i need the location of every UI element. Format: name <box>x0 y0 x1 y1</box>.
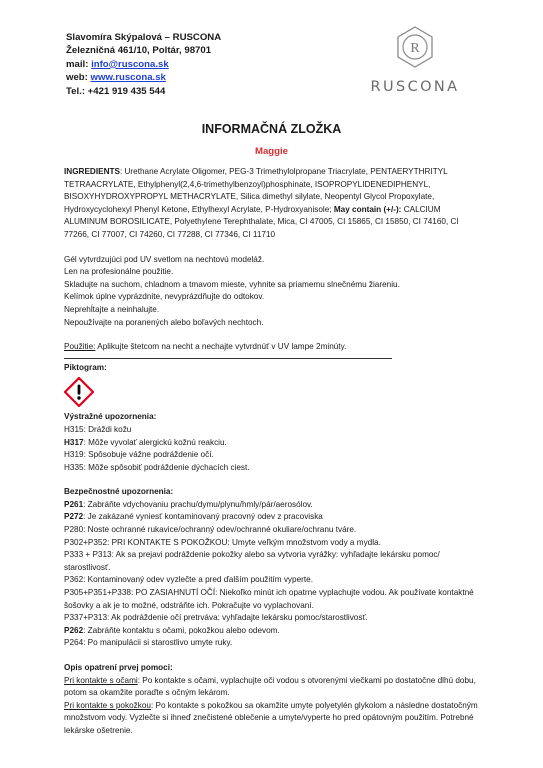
statement-text: : Môže vyvolať alergickú kožnú reakciu. <box>83 437 227 447</box>
precaution-statement <box>64 511 484 524</box>
first-aid-skin <box>64 700 484 738</box>
statement-code: H319 <box>64 450 84 460</box>
company-address: Železničná 461/10, Poltár, 98701 <box>66 45 212 57</box>
company-name: Slavomíra Skýpalová – RUSCONA <box>66 32 222 43</box>
statement-code: P262 <box>64 625 84 635</box>
usage-text: Aplikujte štetcom na necht a nechajte vytvrdnúť v UV lampe 2minúty. <box>95 342 347 352</box>
statement-code: P305+P351+P338 <box>64 588 131 598</box>
description-line: Nepoužívajte na poranených alebo boľavých nechtoch. <box>64 317 264 327</box>
statement-code: P280 <box>64 525 84 535</box>
logo-monogram: R <box>410 41 420 56</box>
statement-code: P362 <box>64 575 84 585</box>
statement-text: : Je zakázané vyniesť kontaminovaný pracovný odev z pracoviska <box>83 512 323 522</box>
statement-text: : Kontaminovaný odev vyzlečte a pred ďalším použitím vyperte. <box>83 575 313 585</box>
statement-text: : PO ZASIAHNUTÍ OČÍ: Niekoľko minút ich opatrne vyplachujte vodou. Ak používate kontaktné šošovky a ak je to možné, odstráňte ich. Pokračujte vo vyplachovaní. <box>64 588 474 610</box>
statement-code: H317 <box>64 437 84 447</box>
first-aid-eyes-text: : Po kontakte s očami, vyplachujte oči vodou s otvorenými viečkami po dostatočne dlhú dobu, potom sa okamžite poraďte s očným lekárom. <box>64 675 476 698</box>
precaution-statement <box>64 587 484 612</box>
description-line: Len na profesionálne použitie. <box>64 267 174 277</box>
precaution-statement <box>64 637 484 650</box>
divider <box>64 358 392 359</box>
statement-text: : Spôsobuje vážne podráždenie očí. <box>83 450 214 460</box>
precaution-statement <box>64 612 484 625</box>
first-aid-skin-text: : Po kontakte s pokožkou sa okamžite umyte polyetylén glykolom a následne dostatočným množstvom vody. Vyzlečte si ihneď znečistené oblečenie a umyte/vyperte ho pred opätovným použitím. Potrebné lekárske ošetrenie. <box>64 700 478 735</box>
ruscona-monogram-icon <box>394 26 436 68</box>
statement-text: : Ak podráždenie očí pretrváva: vyhľadajte lekársku pomoc/starostlivosť. <box>107 613 368 623</box>
statement-code: P264 <box>64 638 84 648</box>
statement-text: : PRI KONTAKTE S POKOŽKOU: Umyte veľkým množstvom vody a mydla. <box>107 537 381 547</box>
statement-text: : Môže spôsobiť podráždenie dýchacích ciest. <box>83 462 250 472</box>
statement-code: P272 <box>64 512 84 522</box>
description-line: Kelímok úplne vyprázdnite, nevyprázdňujte do odtokov. <box>64 292 265 302</box>
statement-text: : Ak sa prejavi podráždenie pokožky alebo sa vytvoria vyrážky: vyhľadajte lekársku pomoc/ starostlivosť. <box>64 550 440 572</box>
precaution-statement <box>64 574 484 587</box>
statement-text: : Po manipulácii si starostlivo umyte ruky. <box>83 638 233 648</box>
document-title: INFORMAČNÁ ZLOŽKA <box>201 122 342 136</box>
precaution-statement <box>64 537 484 550</box>
description-line: Neprehĺtajte a neinhalujte. <box>64 304 160 314</box>
pictogram-label: Piktogram: <box>64 362 107 372</box>
first-aid-label: Opis opatrení prvej pomoci: <box>64 663 173 672</box>
description-line: Skladujte na suchom, chladnom a tmavom mieste, vyhnite sa priamemu slnečnému žiareniu. <box>64 279 400 289</box>
exclamation-mark-hazard-icon <box>64 377 94 407</box>
statement-text: : Dráždi kožu <box>83 424 132 434</box>
may-contain-text: CALCIUM ALUMINUM BOROSILICATE, Polyethylene Terephthalate, Mica, CI 47005, CI 15865, CI 15850, CI 74160, CI 77266, CI 77007, CI 74260, CI 77288, CI 77346, CI 11710 <box>64 204 459 239</box>
usage-label: Použitie: <box>64 342 96 352</box>
hazard-statement <box>64 437 484 450</box>
precaution-label: Bezpečnostné upozornenia: <box>64 487 174 497</box>
description-line: Gél vytvrdzujúci pod UV svetlom na nechtovú modeláž. <box>64 254 265 264</box>
statement-code: H335 <box>64 462 84 472</box>
ingredients-text: : Urethane Acrylate Oligomer, PEG-3 Trimethylolpropane Triacrylate, PENTAERYTHRITYL TETRAACRYLATE, Ethylphenyl(2,4,6-trimethylbenzoyl)phosphinate, ISOPROPYLIDENEDIPHENYL, BISOXYHYDROXYPROPYL METHACRYLATE, Silica dimethyl silylate, Neopentyl Glycol Propoxylate, Hydroxycyclohexyl Phenyl Ketone, Ethylhexyl Acrylate, P-Hydroxyanisole; <box>64 167 448 214</box>
statement-code: P261 <box>64 499 84 509</box>
precaution-statements <box>64 499 484 650</box>
may-contain-label: May contain (+/-): <box>333 204 402 214</box>
first-aid-skin-label: Pri kontakte s pokožkou <box>64 700 151 710</box>
ruscona-logo <box>356 26 474 95</box>
company-header <box>66 31 221 98</box>
hazard-statement <box>64 462 484 475</box>
statement-text: : Noste ochranné rukavice/ochranný odev/ochranné okuliare/ochranu tváre. <box>83 525 357 535</box>
company-mail: mail: info@ruscona.sk <box>66 58 169 70</box>
hazard-statement <box>64 424 484 437</box>
description-block <box>64 254 484 330</box>
logo-name: RUSCONA <box>370 79 460 95</box>
statement-code: P302+P352 <box>64 537 108 547</box>
document-body <box>64 166 484 738</box>
statement-code: P337+P313 <box>64 613 108 623</box>
precaution-statement <box>64 499 484 512</box>
statement-text: : Zabráňte kontaktu s očami, pokožkou alebo odevom. <box>83 625 280 635</box>
product-name: Maggie <box>254 146 289 157</box>
hazard-label: Výstražné upozornenia: <box>64 412 157 422</box>
statement-code: H315 <box>64 424 84 434</box>
statement-text: : Zabráňte vdychovaniu prachu/dymu/plynu/hmly/pár/aerosólov. <box>83 499 313 509</box>
ingredients-label: INGREDIENTS <box>64 167 120 176</box>
company-phone: Tel.: +421 919 435 544 <box>66 85 166 97</box>
web-link[interactable]: www.ruscona.sk <box>90 72 166 84</box>
mail-link[interactable]: info@ruscona.sk <box>91 58 169 70</box>
statement-code: P333 + P313 <box>64 550 112 560</box>
company-web: web: www.ruscona.sk <box>66 72 166 84</box>
hazard-statement <box>64 449 484 462</box>
precaution-statement <box>64 625 484 638</box>
first-aid-eyes <box>64 675 484 700</box>
usage-paragraph <box>64 341 484 354</box>
ingredients-paragraph <box>64 166 484 242</box>
precaution-statement <box>64 524 484 537</box>
hazard-statements <box>64 424 484 474</box>
precaution-statement <box>64 549 484 574</box>
first-aid-eyes-label: Pri kontakte s očami <box>64 675 138 685</box>
